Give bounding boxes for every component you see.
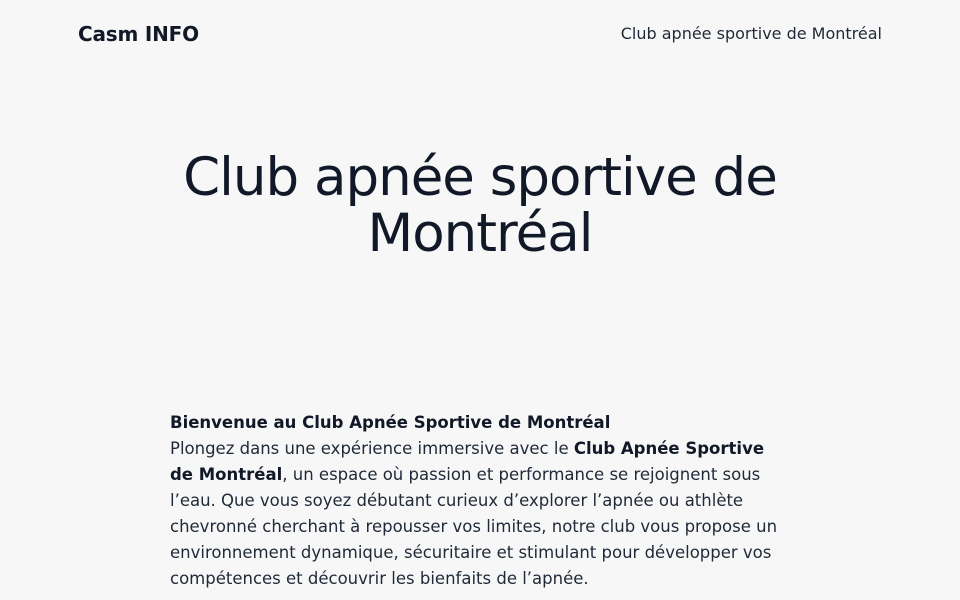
page-title: Club apnée sportive de Montréal	[183, 147, 777, 265]
site-brand[interactable]: Casm INFO	[78, 22, 199, 46]
nav-link-club-apnee-sportive-de-montreal[interactable]: Club apnée sportive de Montréal	[620, 24, 882, 43]
article-text-part1: Plongez dans une expérience immersive avec le	[170, 439, 574, 458]
main-nav	[621, 26, 882, 42]
article-body	[170, 410, 790, 592]
article-lead-heading: Bienvenue au Club Apnée Sportive de Montréal	[170, 413, 611, 432]
hero-section	[0, 147, 960, 265]
article-paragraph	[170, 410, 790, 592]
article-text-part2: , un espace où passion et performance se rejoignent sous l’eau. Que vous soyez débutant curieux d’explorer l’apnée ou athlète chevronné cherchant à repousser vos limites, notre club vous propose un environnement dynamique, sécuritaire et stimulant pour développer vos compétences et découvrir les bienfaits de l’apnée.	[170, 465, 778, 588]
article-text-strong: Club Apnée Sportive de Montréal	[170, 439, 765, 484]
site-header	[0, 0, 960, 68]
